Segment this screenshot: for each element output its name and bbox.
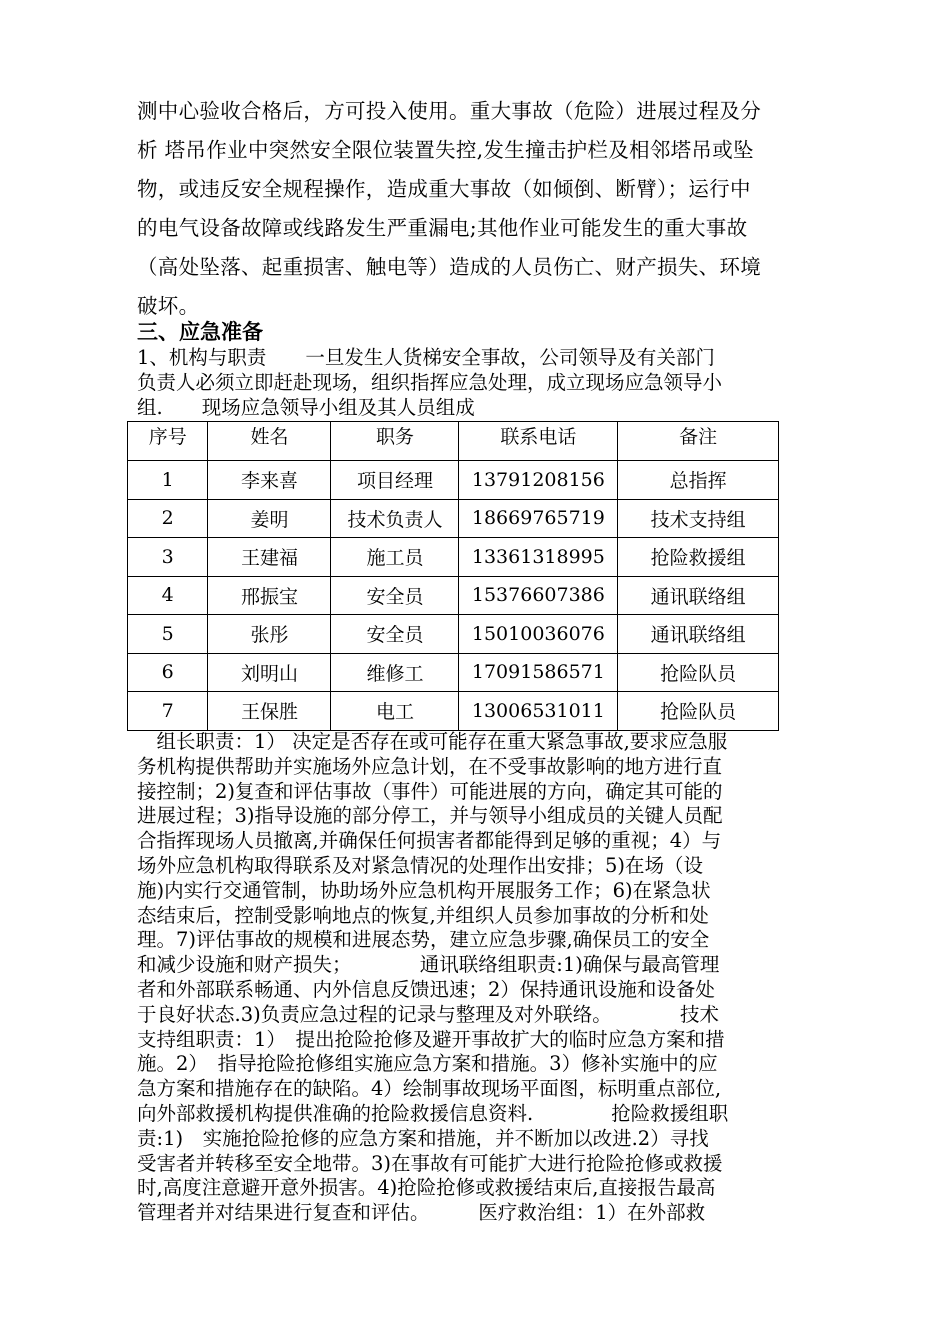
table-row [128,499,779,538]
table-header-row [128,422,779,461]
text-line: 时,高度注意避开意外损害。4)抢险抢修或救援结束后,直接报告最高 [137,1176,716,1200]
cell-name: 王建福 [208,538,331,577]
cell-note: 通讯联络组 [618,576,779,615]
emergency-team-table [127,421,779,731]
table-row [128,461,779,500]
cell-name: 邢振宝 [208,576,331,615]
header-cell-number: 序号 [128,422,208,461]
text-line: 的电气设备故障或线路发生严重漏电;其他作业可能发生的重大事故 [137,216,748,240]
table-row [128,576,779,615]
intro-paragraph [137,92,827,326]
responsibilities-paragraph [137,730,827,1226]
section-heading: 三、应急准备 [137,320,263,344]
cell-position: 维修工 [331,653,459,692]
cell-phone: 13361318995 [459,538,618,577]
cell-note: 技术支持组 [618,499,779,538]
cell-position: 技术负责人 [331,499,459,538]
text-line: 责:1) 实施抢险抢修的应急方案和措施，并不断加以改进.2）寻找 [137,1126,709,1150]
text-line: 进展过程；3)指导设施的部分停工，并与领导小组成员的关键人员配 [137,804,723,828]
text-line: 组. 现场应急领导小组及其人员组成 [137,395,475,419]
cell-position: 电工 [331,692,459,731]
cell-name: 姜明 [208,499,331,538]
text-line: 1、机构与职责 一旦发生人货梯安全事故，公司领导及有关部门 [137,346,715,369]
cell-note: 总指挥 [618,461,779,500]
text-line: 负责人必须立即赶赴现场，组织指挥应急处理，成立现场应急领导小 [137,370,723,394]
cell-number: 3 [128,538,208,577]
text-line: 施)内实行交通管制，协助场外应急机构开展服务工作；6)在紧急状 [137,878,711,902]
header-cell-note: 备注 [618,422,779,461]
table-row [128,615,779,654]
text-line: 急方案和措施存在的缺陷。4）绘制事故现场平面图，标明重点部位, [137,1077,722,1101]
cell-number: 5 [128,615,208,654]
text-line: 受害者并转移至安全地带。3)在事故有可能扩大进行抢险抢修或救援 [137,1151,723,1175]
cell-note: 抢险救援组 [618,538,779,577]
text-line: 支持组职责：1） 提出抢险抢修及避开事故扩大的临时应急方案和措 [137,1027,725,1051]
text-line: 管理者并对结果进行复查和评估。 医疗救治组：1）在外部救 [137,1201,706,1225]
cell-name: 刘明山 [208,653,331,692]
text-line: 析 塔吊作业中突然安全限位装置失控,发生撞击护栏及相邻塔吊或坠 [137,138,754,162]
header-cell-position: 职务 [331,422,459,461]
cell-phone: 17091586571 [459,653,618,692]
cell-position: 安全员 [331,576,459,615]
cell-note: 抢险队员 [618,692,779,731]
text-line: 态结束后，控制受影响地点的恢复,并组织人员参加事故的分析和处 [137,903,709,927]
cell-name: 李来喜 [208,461,331,500]
text-line: 者和外部联系畅通、内外信息反馈迅速；2）保持通讯设施和设备处 [137,977,715,1001]
text-line: 和减少设施和财产损失； 通讯联络组职责:1)确保与最高管理 [137,953,720,977]
text-line: （高处坠落、起重损害、触电等）造成的人员伤亡、财产损失、环境 [137,255,761,279]
cell-number: 7 [128,692,208,731]
text-line: 组长职责：1） 决定是否存在或可能存在重大紧急事故,要求应急服 [137,730,728,753]
cell-position: 施工员 [331,538,459,577]
cell-number: 4 [128,576,208,615]
cell-number: 2 [128,499,208,538]
organization-paragraph [137,346,827,420]
text-line: 理。7)评估事故的规模和进展态势，建立应急步骤,确保员工的安全 [137,928,710,952]
text-line: 合指挥现场人员撤离,并确保任何损害者都能得到足够的重视；4）与 [137,829,722,853]
cell-position: 项目经理 [331,461,459,500]
text-line: 场外应急机构取得联系及对紧急情况的处理作出安排；5)在场（设 [137,853,704,877]
cell-note: 通讯联络组 [618,615,779,654]
cell-phone: 13791208156 [459,461,618,500]
text-line: 物，或违反安全规程操作，造成重大事故（如倾倒、断臂）；运行中 [137,177,751,201]
text-line: 接控制；2)复查和评估事故（事件）可能进展的方向，确定其可能的 [137,779,723,803]
text-line: 测中心验收合格后，方可投入使用。重大事故（危险）进展过程及分 [137,99,761,123]
cell-number: 1 [128,461,208,500]
text-line: 施。2） 指导抢险抢修组实施应急方案和措施。3）修补实施中的应 [137,1052,718,1076]
text-line: 务机构提供帮助并实施场外应急计划，在不受事故影响的地方进行直 [137,754,723,778]
header-cell-name: 姓名 [208,422,331,461]
cell-note: 抢险队员 [618,653,779,692]
cell-phone: 18669765719 [459,499,618,538]
text-line: 破坏。 [137,294,200,318]
cell-number: 6 [128,653,208,692]
cell-phone: 15376607386 [459,576,618,615]
cell-name: 王保胜 [208,692,331,731]
cell-phone: 13006531011 [459,692,618,731]
table-row [128,538,779,577]
text-line: 向外部救援机构提供准确的抢险救援信息资料. 抢险救援组职 [137,1101,729,1125]
table-row [128,692,779,731]
text-line: 于良好状态.3)负责应急过程的记录与整理及对外联络。 技术 [137,1002,719,1026]
header-cell-phone: 联系电话 [459,422,618,461]
table-row [128,653,779,692]
cell-position: 安全员 [331,615,459,654]
cell-phone: 15010036076 [459,615,618,654]
cell-name: 张彤 [208,615,331,654]
